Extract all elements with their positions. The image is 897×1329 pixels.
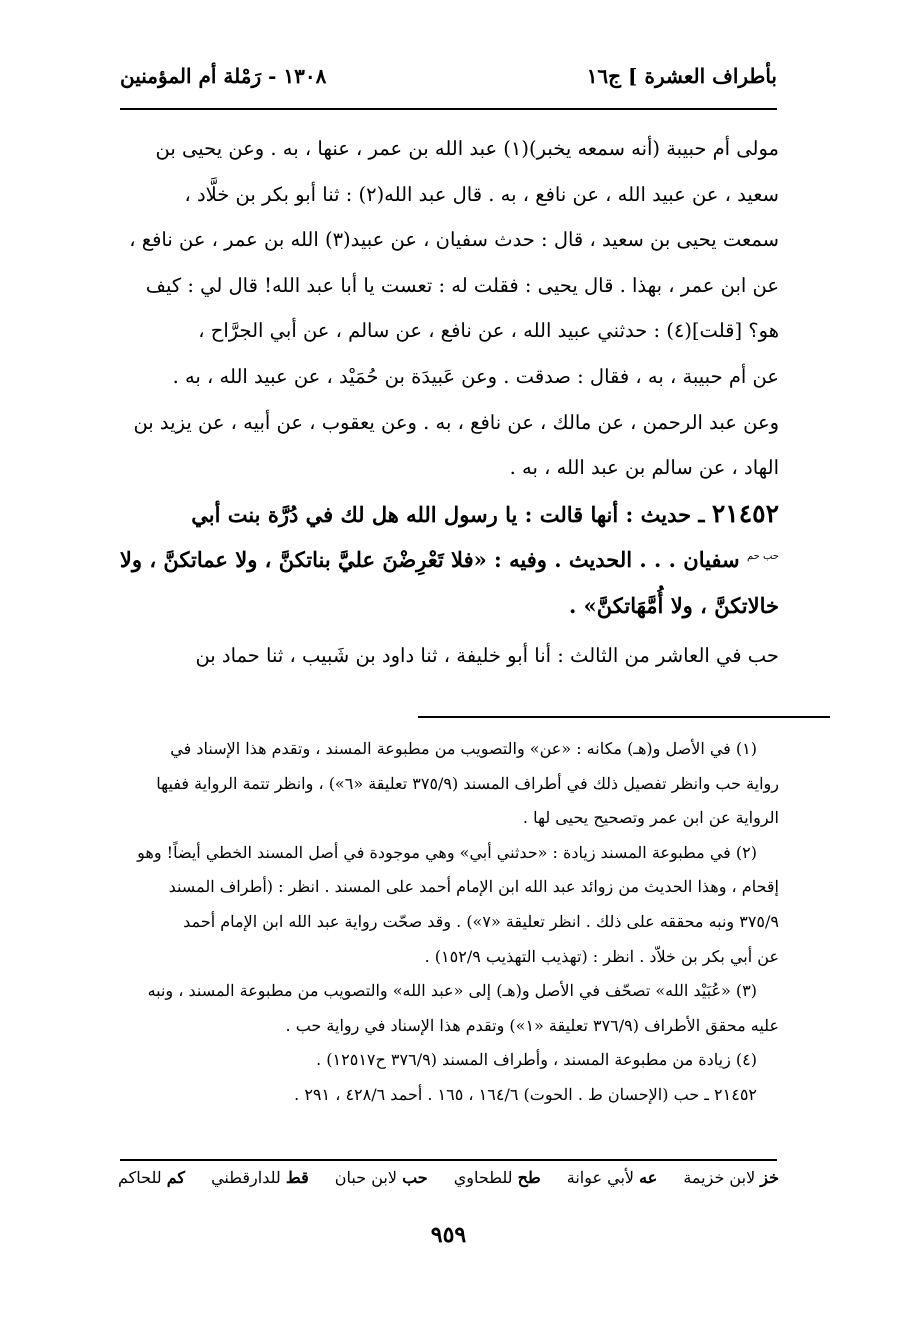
margin-source-mark: حب حم [746, 551, 779, 563]
abbreviation-item: خز لابن خزيمة [683, 1168, 779, 1187]
hadith-line-text: سفيان . . . الحديث . وفيه : «فلا تَعْرِضْنَ عليَّ بناتكنَّ ، ولا عماتكنَّ ، ولا [119, 547, 740, 573]
footnote-line: (٤) زيادة من مطبوعة المسند ، وأطراف المسند (٣٧٦/٩ ح١٢٥١٧) . [316, 1050, 757, 1070]
footnote-line: ٢١٤٥٢ ـ حب (الإحسان ط . الحوت) ١٦٤/٦ ، ١٦٥ . أحمد ٤٢٨/٦ ، ٢٩١ . [294, 1084, 757, 1104]
main-text [116, 126, 779, 678]
abbreviation-item: طح للطحاوي [453, 1168, 541, 1187]
text-line: وعن عبد الرحمن ، عن مالك ، عن نافع ، به . وعن يعقوب ، عن أبيه ، عن يزيد بن [133, 410, 779, 434]
page-number: ٩٥٩ [430, 1222, 467, 1248]
footnote-divider [418, 716, 830, 718]
footnote-line: (٣) «عُبَيْد الله» تصحّف في الأصل و(هـ) إلى «عبد الله» والتصويب من مطبوعة المسند ، ونبه [147, 981, 757, 1001]
abbreviations-key [118, 1168, 779, 1198]
footnote-line: إقحام ، وهذا الحديث من زوائد عبد الله ابن الإمام أحمد على المسند . انظر : (أطراف المسند [168, 877, 779, 897]
hadith-number: ٢١٤٥٢ [711, 498, 779, 528]
abbreviation-item: عه لأبي عوانة [566, 1168, 658, 1187]
text-line: سعيد ، عن عبيد الله ، عن نافع ، به . قال عبد الله(٢) : ثنا أبو بكر بن خلَّاد ، [184, 182, 779, 206]
footnote-line: رواية حب وانظر تفصيل ذلك في أطراف المسند (٣٧٥/٩ تعليقة «٦») ، وانظر تتمة الرواية ففيها [156, 773, 779, 793]
text-line: الهاد ، عن سالم بن عبد الله ، به . [509, 456, 779, 480]
running-header [120, 58, 777, 94]
footnote-line: (١) في الأصل و(هـ) مكانه : «عن» والتصويب من مطبوعة المسند ، وتقدم هذا الإسناد في [170, 739, 757, 758]
header-divider [120, 108, 777, 110]
source-line: حب في العاشر من الثالث : أنا أبو خليفة ، ثنا داود بن شَبيب ، ثنا حماد بن [195, 643, 779, 667]
abbreviation-item: كم للحاكم [118, 1168, 186, 1187]
text-line: مولى أم حبيبة (أنه سمعه يخبر)(١) عبد الله بن عمر ، عنها ، به . وعن يحيى بن [155, 137, 779, 160]
footnotes [116, 732, 779, 1113]
footnote-line: عن أبي بكر بن خلاّد . انظر : (تهذيب التهذيب ١٥٢/٩) . [424, 946, 779, 966]
header-section-title: ١٣٠٨ - رَمْلة أم المؤمنين [120, 64, 327, 88]
footnote-line: عليه محقق الأطراف (٣٧٦/٩ تعليقة «١») وتقدم هذا الإسناد في رواية حب . [285, 1015, 779, 1035]
hadith-heading [116, 491, 779, 538]
hadith-line: خالاتكنَّ ، ولا أُمَّهَاتكنَّ» . [569, 592, 779, 618]
abbreviation-item: حب لابن حبان [334, 1168, 428, 1187]
abbreviations-divider [120, 1159, 777, 1161]
hadith-heading-text: ـ حديث : أنها قالت : يا رسول الله هل لك في دُرَّة بنت أبي [191, 501, 705, 527]
footnote-line: (٢) في مطبوعة المسند زيادة : «حدثني أبي» وهي موجودة في أصل المسند الخطي أيضاً! وهو [137, 842, 757, 862]
header-volume-title: بأطراف العشرة ] ج١٦ [586, 64, 777, 88]
text-line: هو؟ [قلت](٤) : حدثني عبيد الله ، عن نافع ، عن سالم ، عن أبي الجرَّاح ، [198, 319, 779, 343]
hadith-line [116, 537, 779, 583]
text-line: سمعت يحيى بن سعيد ، قال : حدث سفيان ، عن عبيد(٣) الله بن عمر ، عن نافع ، [129, 228, 779, 252]
abbreviation-item: قط للدارقطني [211, 1168, 309, 1187]
footnote-line: الرواية عن ابن عمر وتصحيح يحيى لها . [522, 808, 779, 828]
text-line: عن ابن عمر ، بهذا . قال يحيى : فقلت له : تعست يا أبا عبد الله! قال لي : كيف [145, 273, 779, 297]
text-line: عن أم حبيبة ، به ، فقال : صدقت . وعن عَبيدَة بن حُمَيْد ، عن عبيد الله ، به . [172, 364, 779, 388]
footnote-line: ٣٧٥/٩ ونبه محققه على ذلك . انظر تعليقة «٧») . وقد صحّت رواية عبد الله ابن الإمام أحمد [183, 911, 779, 931]
